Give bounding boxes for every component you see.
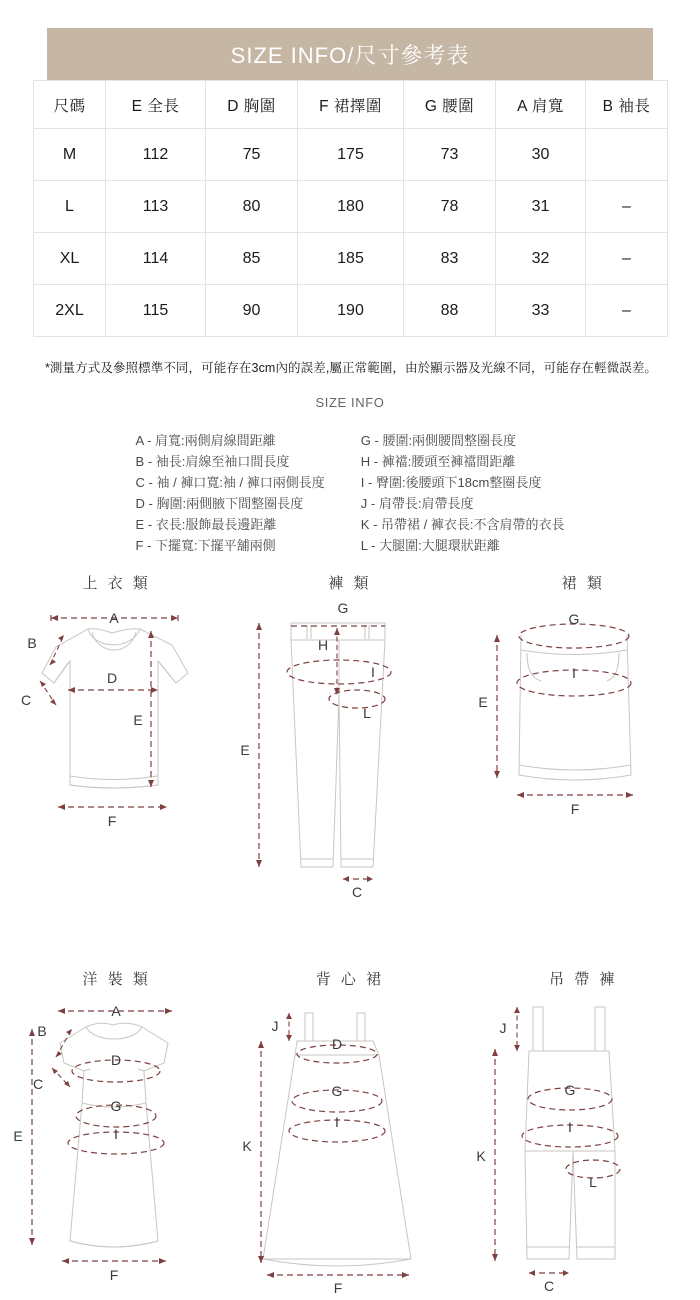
mark-E: E	[133, 712, 143, 728]
mark-L: L	[363, 705, 372, 721]
mark-I: I	[114, 1126, 119, 1142]
mark-C: C	[352, 884, 363, 900]
mark-C: C	[33, 1076, 44, 1092]
col-header-size: 尺碼	[34, 81, 106, 129]
cell-length: 112	[106, 129, 206, 181]
cell-bust: 80	[206, 181, 298, 233]
cell-sleeve: –	[586, 181, 668, 233]
cell-sleeve	[586, 129, 668, 181]
mark-A: A	[109, 610, 119, 626]
legend-item-j: J - 肩帶長:肩帶長度	[360, 496, 474, 511]
mark-K: K	[242, 1138, 253, 1154]
cell-waist: 83	[404, 233, 496, 285]
legend-item-l: L - 大腿圍:大腿環狀距離	[360, 538, 500, 553]
mark-G: G	[110, 1098, 122, 1114]
table-row	[34, 129, 668, 181]
diagram-skirt-svg	[467, 595, 700, 860]
measurement-legend	[0, 432, 700, 554]
mark-F: F	[570, 801, 580, 817]
col-header-waist: G 腰圍	[404, 81, 496, 129]
mark-I: I	[571, 665, 576, 681]
diagram-top	[0, 572, 233, 910]
diagram-top-svg	[0, 595, 233, 860]
legend-item-d: D - 胸圍:兩側腋下間整圈長度	[135, 496, 304, 511]
mark-G: G	[564, 1082, 576, 1098]
mark-F: F	[107, 813, 117, 829]
mark-F: F	[334, 1280, 343, 1296]
legend-item-k: K - 吊帶裙 / 褲衣長:不含肩帶的衣長	[360, 517, 565, 532]
mark-D: D	[332, 1036, 343, 1052]
diagram-pants-svg	[233, 595, 466, 910]
mark-G: G	[331, 1083, 343, 1099]
legend-item-b: B - 袖長:肩線至袖口間長度	[135, 454, 290, 469]
cell-sleeve: –	[586, 233, 668, 285]
cell-bust: 85	[206, 233, 298, 285]
diagram-row-2	[0, 968, 700, 1296]
diagram-skirt	[467, 572, 700, 910]
mark-I: I	[567, 1119, 572, 1135]
mark-E: E	[478, 694, 488, 710]
mark-B: B	[37, 1023, 47, 1039]
measurement-diagrams	[0, 572, 700, 1296]
mark-E: E	[13, 1128, 23, 1144]
diagram-overalls-svg	[467, 991, 700, 1296]
diagram-row-1	[0, 572, 700, 910]
col-header-sleeve: B 袖長	[586, 81, 668, 129]
cell-hem: 190	[298, 285, 404, 337]
cell-hem: 180	[298, 181, 404, 233]
mark-J: J	[499, 1020, 507, 1036]
table-row	[34, 181, 668, 233]
cell-shoulder: 31	[496, 181, 586, 233]
table-row	[34, 285, 668, 337]
legend-item-g: G - 腰圍:兩側腰間整圈長度	[360, 433, 517, 448]
cell-size: 2XL	[34, 285, 106, 337]
diagram-dress	[0, 968, 233, 1296]
diagram-dress-caption: 洋 裝 類	[82, 971, 151, 988]
mark-A: A	[111, 1003, 121, 1019]
col-header-length: E 全長	[106, 81, 206, 129]
diagram-pants-caption: 褲 類	[328, 575, 372, 592]
legend-item-a: A - 肩寬:兩側肩線間距離	[135, 433, 276, 448]
legend-item-h: H - 褲襠:腰頭至褲襠間距離	[360, 454, 516, 469]
mark-D: D	[111, 1052, 122, 1068]
cell-length: 115	[106, 285, 206, 337]
page-title: SIZE INFO/尺寸參考表	[230, 42, 470, 68]
mark-F: F	[109, 1267, 119, 1283]
mark-H: H	[318, 637, 329, 653]
diagram-camisole-caption: 背 心 裙	[315, 971, 385, 988]
cell-waist: 78	[404, 181, 496, 233]
cell-length: 114	[106, 233, 206, 285]
mark-K: K	[476, 1148, 486, 1164]
cell-size: XL	[34, 233, 106, 285]
legend-item-c: C - 袖 / 褲口寬:袖 / 褲口兩側長度	[135, 475, 325, 490]
cell-size: M	[34, 129, 106, 181]
cell-shoulder: 32	[496, 233, 586, 285]
mark-E: E	[240, 742, 251, 758]
cell-bust: 75	[206, 129, 298, 181]
diagram-overalls-caption: 吊 帶 褲	[549, 971, 618, 988]
cell-shoulder: 30	[496, 129, 586, 181]
cell-length: 113	[106, 181, 206, 233]
table-header-row	[34, 81, 668, 129]
cell-hem: 185	[298, 233, 404, 285]
measurement-disclaimer: *測量方式及參照標準不同，可能存在3cm內的誤差,屬正常範圍，由於顯示器及光線不同，可能存在輕微誤差。	[44, 361, 658, 375]
mark-L: L	[588, 1174, 597, 1190]
cell-waist: 73	[404, 129, 496, 181]
legend-item-e: E - 衣長:服飾最長邊距離	[135, 517, 277, 532]
cell-shoulder: 33	[496, 285, 586, 337]
diagram-skirt-caption: 裙 類	[561, 575, 605, 592]
mark-B: B	[27, 635, 37, 651]
mark-G: G	[337, 600, 349, 616]
diagram-top-caption: 上 衣 類	[82, 575, 151, 592]
col-header-hem: F 裙擇圍	[298, 81, 404, 129]
size-table	[33, 80, 668, 337]
legend-column-left	[136, 432, 325, 554]
col-header-bust: D 胸圍	[206, 81, 298, 129]
mark-I: I	[335, 1114, 340, 1130]
diagram-dress-svg	[0, 991, 233, 1296]
size-info-header-bar	[47, 28, 653, 80]
cell-size: L	[34, 181, 106, 233]
cell-sleeve: –	[586, 285, 668, 337]
diagram-overalls	[467, 968, 700, 1296]
mark-I: I	[371, 664, 376, 680]
diagram-camisole-dress	[233, 968, 466, 1296]
mark-D: D	[107, 670, 118, 686]
diagram-camisole-svg	[233, 991, 466, 1296]
col-header-shoulder: A 肩寬	[496, 81, 586, 129]
cell-waist: 88	[404, 285, 496, 337]
mark-C: C	[21, 692, 32, 708]
table-row	[34, 233, 668, 285]
diagram-pants	[233, 572, 466, 910]
legend-item-i: I - 臀圍:後腰頭下18cm整圈長度	[360, 475, 542, 490]
legend-column-right	[361, 432, 565, 554]
mark-G: G	[568, 611, 580, 627]
mark-J: J	[271, 1018, 279, 1034]
legend-item-f: F - 下擺寬:下擺平舖兩側	[135, 538, 276, 553]
mark-C: C	[543, 1278, 554, 1294]
cell-hem: 175	[298, 129, 404, 181]
size-info-subtitle: SIZE INFO	[315, 395, 385, 410]
cell-bust: 90	[206, 285, 298, 337]
